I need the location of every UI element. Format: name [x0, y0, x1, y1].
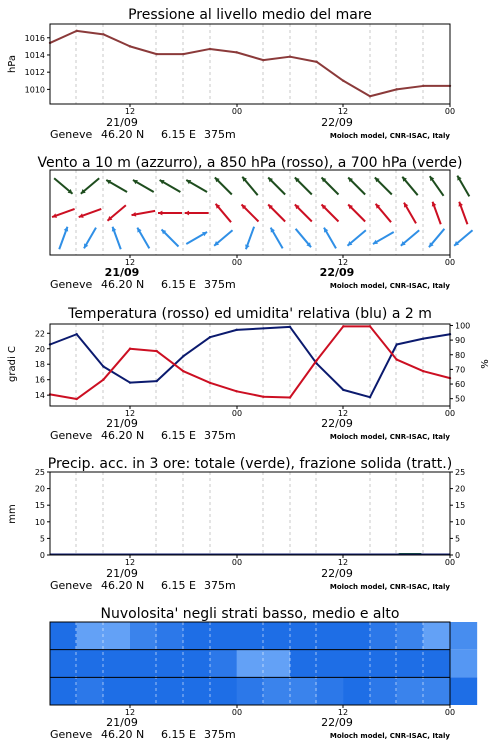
cloud-cell [103, 650, 130, 678]
humidity-line-point [75, 333, 77, 335]
precip-y2-tick-label: 25 [455, 468, 466, 477]
wind-location-lat: 46.20 N [101, 278, 145, 291]
temp-y2-tick-label: 90 [455, 336, 466, 346]
temperature-line-point [102, 378, 104, 380]
cloud-cell [210, 622, 237, 650]
pressure-line-point [422, 85, 424, 87]
cloud-cell [317, 650, 344, 678]
pressure-location-lon: 6.15 E [161, 128, 196, 141]
temp-title: Temperatura (rosso) ed umidita' relativa (blu) a 2 m [68, 306, 432, 322]
precip-title: Precip. acc. in 3 ore: totale (verde), frazione solida (tratt.) [47, 456, 453, 472]
pressure-date-label: 22/09 [321, 116, 353, 129]
temperature-line-point [315, 359, 317, 361]
wind-date-label: 21/09 [104, 266, 140, 279]
temperature-line-point [422, 370, 424, 372]
cloud-cell [130, 622, 157, 650]
pressure-time-tick-label: 12 [337, 107, 349, 116]
pressure-time-tick-label: 00 [444, 107, 456, 116]
precip-time-tick-label: 00 [444, 558, 456, 567]
temperature-line-point [369, 325, 371, 327]
cloud-cell [290, 622, 317, 650]
temperature-line-point [129, 348, 131, 350]
cloud-cell [450, 622, 477, 650]
precip-y2-tick-label: 5 [455, 534, 461, 544]
pressure-time-tick-label: 00 [231, 107, 243, 116]
pressure-line-point [289, 55, 291, 57]
pressure-line-point [342, 80, 344, 82]
cloud-cell [290, 650, 317, 678]
precip-model-credit: Moloch model, CNR-ISAC, Italy [329, 583, 450, 591]
temp-time-tick-label: 12 [124, 409, 136, 418]
cloud-date-label: 22/09 [321, 716, 353, 729]
cloud-cell [263, 677, 290, 705]
pressure-line-point [75, 30, 77, 32]
cloud-location-lat: 46.20 N [101, 728, 145, 741]
pressure-line [50, 31, 450, 96]
cloud-cell [210, 650, 237, 678]
temp-y2-tick-label: 60 [455, 380, 466, 390]
cloud-cell [343, 622, 370, 650]
wind-arrow-head-wind_850 [185, 211, 189, 216]
cloud-cell [237, 650, 264, 678]
temp-location-name: Geneve [50, 429, 93, 442]
cloud-cell [183, 650, 210, 678]
pressure-location-elev: 375m [204, 128, 236, 141]
pressure-ylabel: hPa [7, 54, 18, 74]
cloud-cell [263, 650, 290, 678]
cloud-location-elev: 375m [204, 728, 236, 741]
humidity-line-point [129, 381, 131, 383]
pressure-date-label: 21/09 [106, 116, 138, 129]
cloud-cell [370, 622, 397, 650]
temp-location-elev: 375m [204, 429, 236, 442]
cloud-cell [183, 622, 210, 650]
precip-location-lat: 46.20 N [101, 579, 145, 592]
precip-date-label: 22/09 [321, 567, 353, 580]
temp-y2-tick-label: 50 [455, 394, 466, 404]
precip-frame [50, 472, 450, 555]
temp-time-tick-label: 12 [337, 409, 349, 418]
wind-row-wind_10m [59, 227, 472, 250]
temperature-line-point [395, 358, 397, 360]
cloud-cell [317, 677, 344, 705]
cloud-cell [103, 622, 130, 650]
cloud-cell [450, 677, 477, 705]
wind-location-name: Geneve [50, 278, 93, 291]
precip-y2-tick-label: 0 [455, 551, 461, 560]
cloud-cell [397, 650, 424, 678]
pressure-line-point [262, 59, 264, 61]
precip-time-tick-label: 00 [231, 558, 243, 567]
wind-row-wind_850 [52, 202, 467, 225]
temp-time-tick-label: 00 [444, 409, 456, 418]
cloud-model-credit: Moloch model, CNR-ISAC, Italy [329, 732, 450, 740]
pressure-line-point [102, 33, 104, 35]
cloud-cell [103, 677, 130, 705]
humidity-line-point [369, 396, 371, 398]
humidity-line-point [289, 326, 291, 328]
cloud-cell [157, 650, 184, 678]
precip-y-tick-label: 20 [34, 484, 45, 494]
cloud-time-tick-label: 12 [337, 708, 349, 717]
cloud-cell [130, 650, 157, 678]
temp-location-lon: 6.15 E [161, 429, 196, 442]
temperature-line-point [342, 325, 344, 327]
pressure-location-name: Geneve [50, 128, 93, 141]
wind-arrow-head-wind_850 [158, 211, 162, 216]
cloud-cell [423, 677, 450, 705]
humidity-line-point [182, 355, 184, 357]
cloud-cell [50, 622, 77, 650]
temp-y-tick-label: 20 [34, 344, 45, 354]
cloud-cell [343, 650, 370, 678]
cloud-time-tick-label: 00 [444, 708, 456, 717]
pressure-y-tick-label: 1012 [24, 68, 45, 78]
cloud-cell [237, 622, 264, 650]
precip-y-tick-label: 15 [34, 501, 45, 511]
humidity-line-point [102, 365, 104, 367]
precip-y-tick-label: 5 [39, 534, 45, 544]
cloud-cell [317, 622, 344, 650]
pressure-title: Pressione al livello medio del mare [128, 7, 372, 23]
cloud-cell [50, 650, 77, 678]
temperature-line-point [75, 398, 77, 400]
precip-grid [76, 472, 423, 555]
humidity-line-point [422, 337, 424, 339]
cloud-cell [183, 677, 210, 705]
humidity-ylabel: % [480, 359, 491, 369]
precip-location-name: Geneve [50, 579, 93, 592]
temp-y-tick-label: 18 [34, 360, 45, 370]
pressure-grid [76, 24, 423, 104]
wind-time-tick-label: 12 [124, 258, 136, 267]
wind-location-lon: 6.15 E [161, 278, 196, 291]
temperature-line-point [235, 390, 237, 392]
humidity-line-point [262, 327, 264, 329]
temp-y-tick-label: 16 [34, 375, 45, 385]
precip-ylabel: mm [7, 504, 18, 524]
wind-row-wind_700 [54, 176, 469, 197]
cloud-location-name: Geneve [50, 728, 93, 741]
precip-y-tick-label: 0 [39, 551, 45, 560]
wind-location-elev: 375m [204, 278, 236, 291]
cloud-cell [343, 677, 370, 705]
cloud-time-tick-label: 00 [231, 708, 243, 717]
cloud-cell [423, 650, 450, 678]
pressure-line-point [369, 95, 371, 97]
temp-ylabel: gradi C [7, 346, 18, 382]
temp-y-tick-label: 14 [34, 391, 45, 401]
pressure-y-tick-label: 1010 [24, 85, 45, 95]
temp-time-tick-label: 00 [231, 409, 243, 418]
temperature-line-point [262, 396, 264, 398]
humidity-line [50, 327, 450, 397]
temp-y2-tick-label: 80 [455, 350, 466, 360]
cloud-date-label: 21/09 [106, 716, 138, 729]
cloud-cell [237, 677, 264, 705]
cloud-time-tick-label: 12 [124, 708, 136, 717]
cloud-cell [370, 650, 397, 678]
wind-time-tick-label: 00 [231, 258, 243, 267]
precip-y-tick-label: 25 [34, 468, 45, 477]
cloud-cell [50, 677, 77, 705]
precip-location-elev: 375m [204, 579, 236, 592]
cloud-layer-0 [50, 622, 477, 650]
cloud-cell [263, 622, 290, 650]
temp-location-lat: 46.20 N [101, 429, 145, 442]
temperature-line-point [182, 370, 184, 372]
pressure-line-point [235, 51, 237, 53]
temp-date-label: 21/09 [106, 417, 138, 430]
wind-time-tick-label: 12 [337, 258, 349, 267]
pressure-model-credit: Moloch model, CNR-ISAC, Italy [329, 132, 450, 140]
pressure-line-point [182, 53, 184, 55]
cloud-layer-1 [50, 650, 477, 678]
pressure-y-tick-label: 1014 [24, 50, 45, 60]
cloud-cell [77, 650, 104, 678]
precip-y2-tick-label: 20 [455, 484, 466, 494]
pressure-line-point [209, 48, 211, 50]
cloud-cell [423, 622, 450, 650]
humidity-line-point [209, 336, 211, 338]
cloud-layer-2 [50, 677, 477, 705]
temp-model-credit: Moloch model, CNR-ISAC, Italy [329, 433, 450, 441]
temp-y2-tick-label: 100 [455, 321, 471, 331]
humidity-line-point [155, 380, 157, 382]
cloud-cell [450, 650, 477, 678]
precip-y2-tick-label: 15 [455, 501, 466, 511]
humidity-line-point [235, 329, 237, 331]
temperature-line-point [289, 396, 291, 398]
pressure-line-point [395, 88, 397, 90]
humidity-line-point [395, 343, 397, 345]
wind-date-label: 22/09 [319, 266, 355, 279]
pressure-line-point [315, 61, 317, 63]
temperature-line-point [209, 382, 211, 384]
wind-time-tick-label: 00 [444, 258, 456, 267]
cloud-cell [130, 677, 157, 705]
precip-time-tick-label: 12 [124, 558, 136, 567]
precip-y-tick-label: 10 [34, 517, 45, 527]
temperature-line [50, 326, 450, 399]
cloud-cell [77, 677, 104, 705]
humidity-line-point [342, 389, 344, 391]
cloud-cell [370, 677, 397, 705]
precip-y2-tick-label: 10 [455, 517, 466, 527]
cloud-cell [157, 677, 184, 705]
precip-time-tick-label: 12 [337, 558, 349, 567]
precip-date-label: 21/09 [106, 567, 138, 580]
wind-title: Vento a 10 m (azzurro), a 850 hPa (rosso), a 700 hPa (verde) [37, 155, 463, 171]
temp-y-tick-label: 22 [34, 329, 45, 339]
temperature-line-point [155, 350, 157, 352]
temp-date-label: 22/09 [321, 417, 353, 430]
wind-model-credit: Moloch model, CNR-ISAC, Italy [329, 282, 450, 290]
cloud-title: Nuvolosita' negli strati basso, medio e alto [100, 606, 400, 622]
cloud-cell [77, 622, 104, 650]
pressure-time-tick-label: 12 [124, 107, 136, 116]
temp-y2-tick-label: 70 [455, 365, 466, 375]
pressure-line-point [155, 53, 157, 55]
pressure-y-tick-label: 1016 [24, 33, 45, 43]
cloud-cell [290, 677, 317, 705]
cloud-cell [157, 622, 184, 650]
precip-location-lon: 6.15 E [161, 579, 196, 592]
cloud-cell [397, 677, 424, 705]
cloud-cell [210, 677, 237, 705]
cloud-location-lon: 6.15 E [161, 728, 196, 741]
pressure-location-lat: 46.20 N [101, 128, 145, 141]
cloud-cell [397, 622, 424, 650]
pressure-line-point [129, 45, 131, 47]
